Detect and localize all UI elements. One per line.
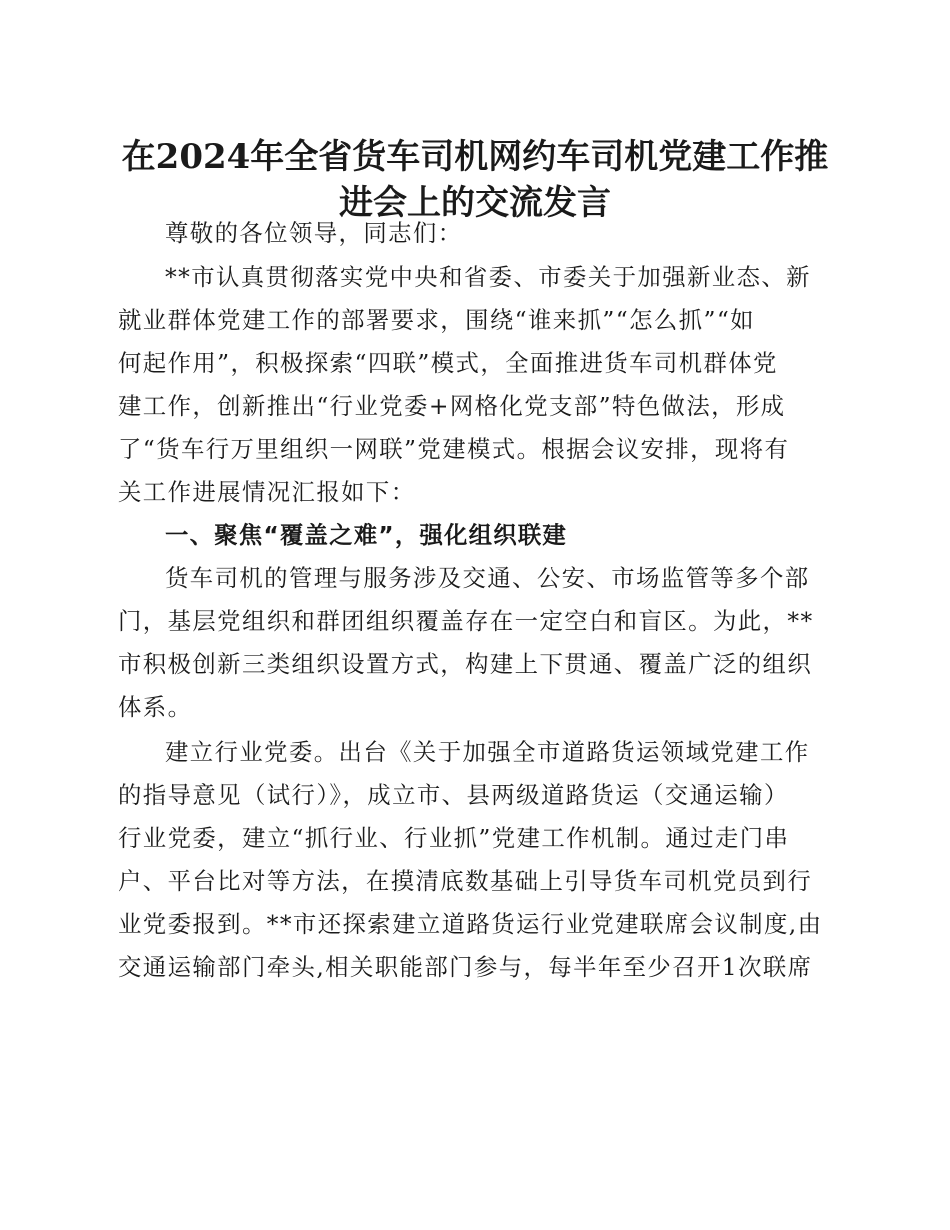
paragraph-line: 业党委报到。**市还探索建立道路货运行业党建联席会议制度,由	[118, 910, 823, 938]
paragraph-line: 体系。	[118, 693, 193, 721]
paragraph-line: 建立行业党委。出台《关于加强全市道路货运领域党建工作	[165, 738, 810, 766]
paragraph-line: 户、平台比对等方法，在摸清底数基础上引导货车司机党员到行	[118, 867, 813, 895]
intro-line: 关工作进展情况汇报如下：	[118, 478, 416, 506]
intro-line: 何起作用”，积极探索“四联”模式，全面推进货车司机群体党	[118, 349, 778, 377]
paragraph-line: 门，基层党组织和群团组织覆盖存在一定空白和盲区。为此，**	[118, 607, 814, 635]
document-title-line-1: 在2024年全省货车司机网约车司机党建工作推	[121, 137, 829, 177]
paragraph-line: 的指导意见（试行）》，成立市、县两级道路货运（交通运输）	[118, 781, 789, 809]
intro-line: 了“货车行万里组织一网联”党建模式。根据会议安排，现将有	[118, 435, 790, 463]
paragraph-line: 货车司机的管理与服务涉及交通、公安、市场监管等多个部	[165, 564, 810, 592]
paragraph-line: 交通运输部门牵头,相关职能部门参与，每半年至少召开1次联席	[118, 953, 813, 981]
intro-line: 就业群体党建工作的部署要求，围绕“谁来抓”“怎么抓”“如	[118, 306, 755, 334]
paragraph-line: 行业党委，建立“抓行业、行业抓”党建工作机制。通过走门串	[118, 824, 790, 852]
paragraph-line: 市积极创新三类组织设置方式，构建上下贯通、覆盖广泛的组织	[118, 650, 813, 678]
section-heading: 一、聚焦“覆盖之难”，强化组织联建	[165, 521, 568, 549]
salutation: 尊敬的各位领导，同志们：	[165, 219, 463, 247]
intro-line: 建工作，创新推出“行业党委+网格化党支部”特色做法，形成	[118, 392, 786, 420]
intro-line: **市认真贯彻落实党中央和省委、市委关于加强新业态、新	[165, 263, 811, 291]
document-title-line-2: 进会上的交流发言	[339, 183, 611, 223]
